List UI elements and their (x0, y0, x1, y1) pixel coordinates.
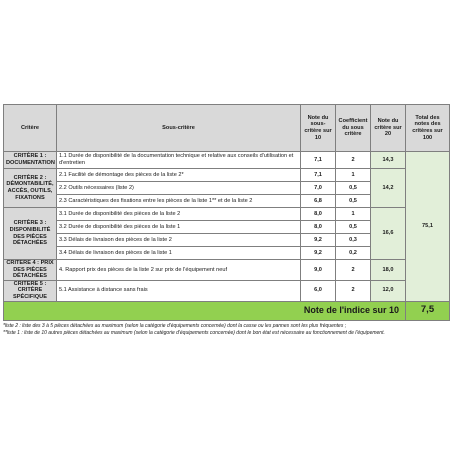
repairability-table (3, 104, 450, 321)
criterion-1-score: 14,3 (371, 152, 406, 169)
sub-criterion-1-1: 1.1 Durée de disponibilité de la documentation technique et relative aux conseils d'utilisation et d'entretien (57, 152, 301, 169)
coefficient-3-2: 0,5 (336, 221, 371, 234)
criterion-2-score: 14,2 (371, 169, 406, 208)
sub-score-2-2: 7,0 (301, 182, 336, 195)
criterion-2-label: CRITÈRE 2 : DÉMONTABILITÉ, ACCÈS, OUTILS, FIXATIONS (4, 169, 57, 208)
header-coefficient: Coefficient du sous critère (336, 105, 371, 152)
criterion-5-score: 12,0 (371, 280, 406, 301)
sub-score-2-3: 6,8 (301, 195, 336, 208)
header-total: Total des notes des critères sur 100 (406, 105, 450, 152)
sub-score-3-2: 8,0 (301, 221, 336, 234)
footnote-list-1: **liste 1 : liste de 10 autres pièces détachées au maximum (selon la catégorie d'équipements concernée) dont le bon état est nécessaire au fonctionnement de l'équipement. (3, 329, 385, 336)
criterion-3-label: CRITÈRE 3 : DISPONIBILITÉ DES PIÈCES DÉTACHÉES (4, 208, 57, 260)
footnotes (3, 323, 449, 337)
header-row (4, 105, 450, 152)
footnote-list-2: *liste 2 : liste des 3 à 5 pièces détachées au maximum (selon la catégorie d'équipements concernée) dont la casse ou les pannes sont les plus fréquentes ; (3, 322, 347, 329)
sub-criterion-3-1: 3.1 Durée de disponibilité des pièces de la liste 2 (57, 208, 301, 221)
criterion-4-label: CRITÈRE 4 : PRIX DES PIÈCES DÉTACHÉES (4, 260, 57, 281)
table-row (4, 208, 450, 221)
coefficient-2-1: 1 (336, 169, 371, 182)
sub-criterion-2-3: 2.3 Caractéristiques des fixations entre les pièces de la liste 1** et de la liste 2 (57, 195, 301, 208)
criterion-1-label: CRITÈRE 1 : DOCUMENTATION (4, 152, 57, 169)
criterion-3-score: 16,6 (371, 208, 406, 260)
coefficient-3-1: 1 (336, 208, 371, 221)
sub-score-1-1: 7,1 (301, 152, 336, 169)
header-criterion-score: Note du critère sur 20 (371, 105, 406, 152)
sub-score-3-3: 9,2 (301, 234, 336, 247)
coefficient-2-2: 0,5 (336, 182, 371, 195)
header-sub-criterion: Sous-critère (57, 105, 301, 152)
sub-score-3-1: 8,0 (301, 208, 336, 221)
sub-score-2-1: 7,1 (301, 169, 336, 182)
coefficient-2-3: 0,5 (336, 195, 371, 208)
sub-criterion-3-4: 3.4 Délais de livraison des pièces de la liste 1 (57, 247, 301, 260)
sub-criterion-5-1: 5.1 Assistance à distance sans frais (57, 280, 301, 301)
sub-criterion-3-2: 3.2 Durée de disponibilité des pièces de la liste 1 (57, 221, 301, 234)
coefficient-5-1: 2 (336, 280, 371, 301)
table-row (4, 280, 450, 301)
header-criterion: Critère (4, 105, 57, 152)
coefficient-3-3: 0,3 (336, 234, 371, 247)
repairability-index-sheet (0, 104, 452, 337)
sub-criterion-3-3: 3.3 Délais de livraison des pièces de la liste 2 (57, 234, 301, 247)
total-score: 75,1 (406, 152, 450, 302)
index-value: 7,5 (406, 301, 450, 320)
coefficient-3-4: 0,2 (336, 247, 371, 260)
sub-score-3-4: 9,2 (301, 247, 336, 260)
table-row (4, 260, 450, 281)
index-footer-row (4, 301, 450, 320)
table-row (4, 152, 450, 169)
index-label: Note de l'indice sur 10 (4, 301, 406, 320)
sub-criterion-2-1: 2.1 Facilité de démontage des pièces de la liste 2* (57, 169, 301, 182)
sub-criterion-2-2: 2.2 Outils nécessaires (liste 2) (57, 182, 301, 195)
table-row (4, 169, 450, 182)
sub-score-5-1: 6,0 (301, 280, 336, 301)
criterion-5-label: CRITÈRE 5 : CRITÈRE SPÉCIFIQUE (4, 280, 57, 301)
sub-score-4: 9,0 (301, 260, 336, 281)
criterion-4-score: 18,0 (371, 260, 406, 281)
coefficient-1-1: 2 (336, 152, 371, 169)
sub-criterion-4: 4. Rapport prix des pièces de la liste 2 sur prix de l'équipement neuf (57, 260, 301, 281)
coefficient-4: 2 (336, 260, 371, 281)
header-sub-score: Note du sous-critère sur 10 (301, 105, 336, 152)
